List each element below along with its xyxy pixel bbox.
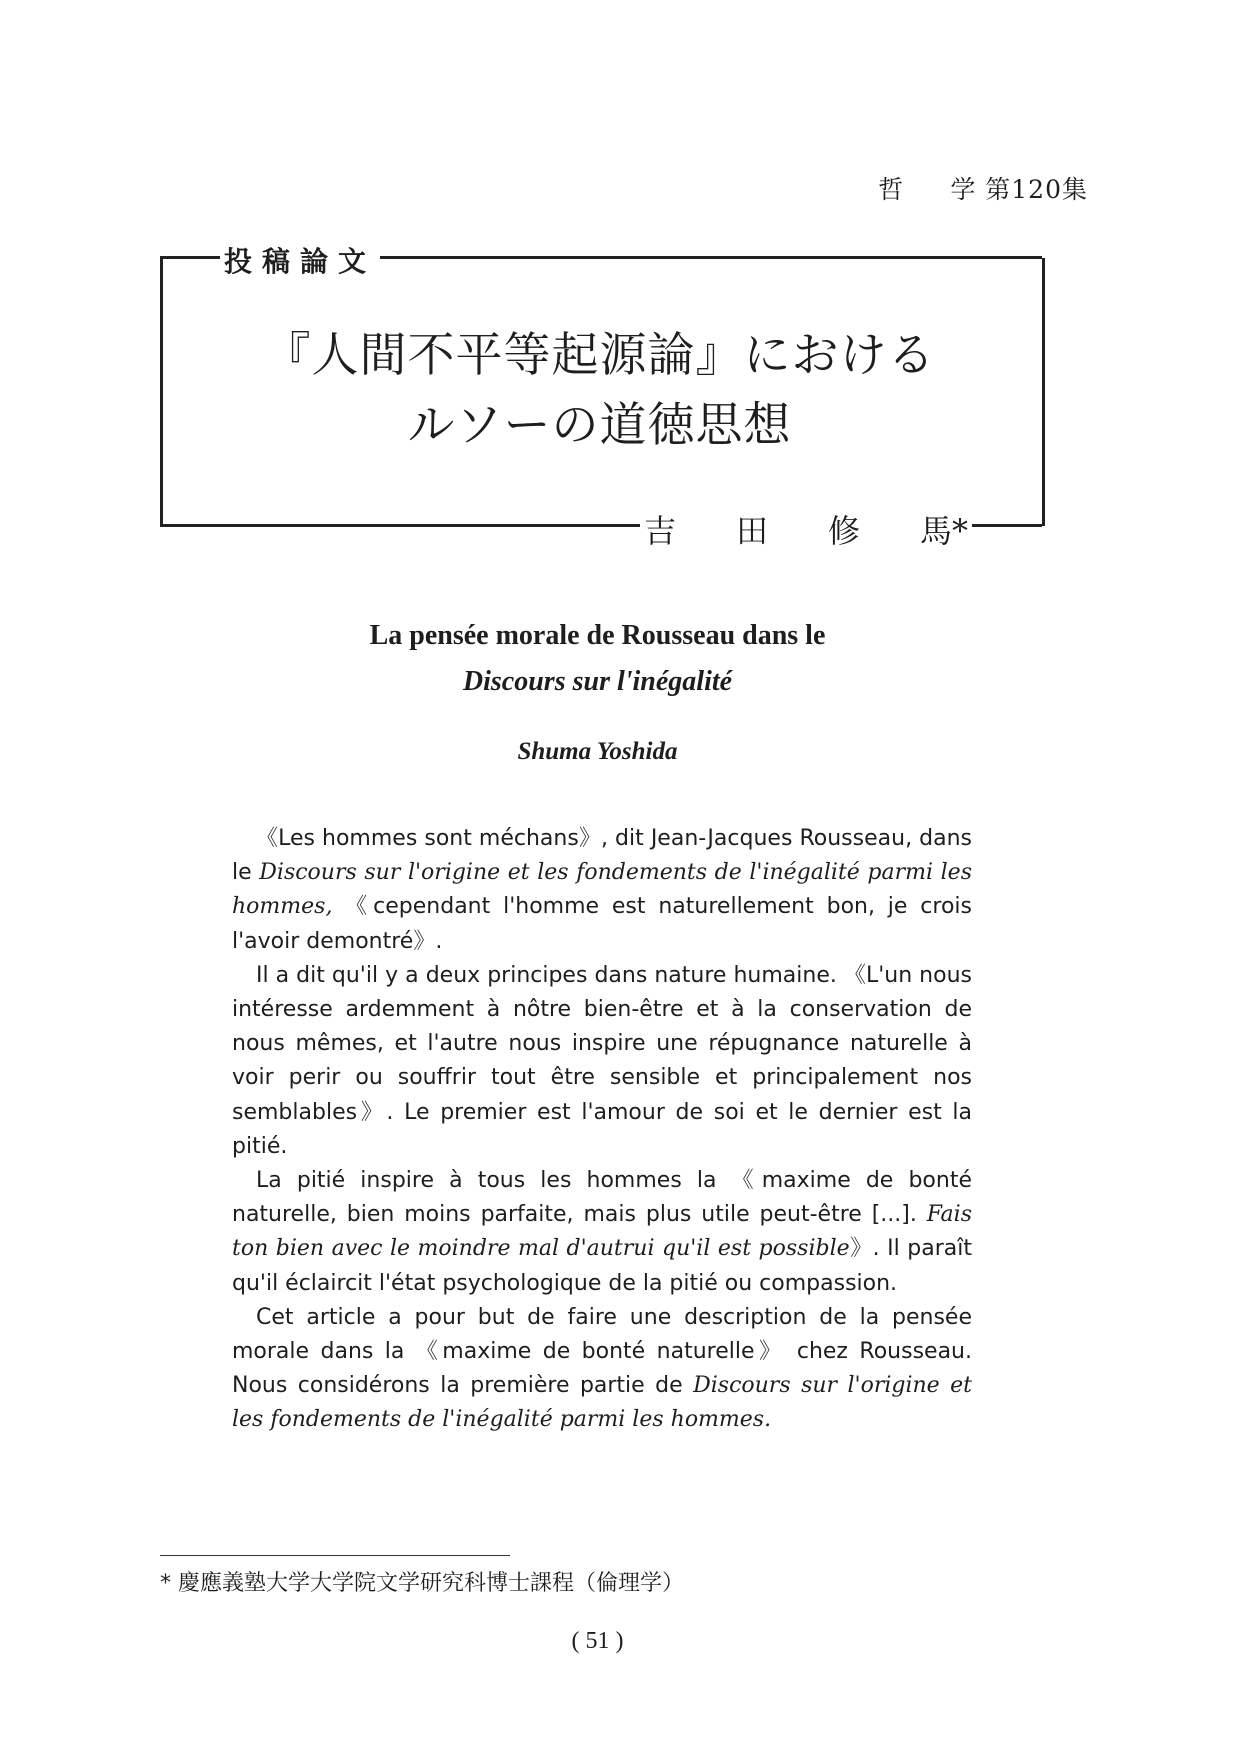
paragraph-1: 《Les hommes sont méchans》, dit Jean-Jacques Rousseau, dans le Discours sur l'origine et les fondements de l'inégalité parmi les hommes, 《cependant l'homme est naturellement bon, je crois l'avoir demontré》. bbox=[232, 826, 972, 954]
footnote-rule bbox=[160, 1555, 510, 1556]
english-author: Shuma Yoshida bbox=[517, 738, 678, 765]
journal-issue: 第120集 bbox=[985, 175, 1088, 204]
japanese-title-line2: ルソーの道徳思想 bbox=[407, 398, 792, 453]
journal-name-part2: 学 bbox=[950, 175, 977, 204]
french-title-line2: Discours sur l'inégalité bbox=[462, 666, 733, 697]
french-title-line1: La pensée morale de Rousseau dans le bbox=[369, 620, 826, 651]
journal-header bbox=[878, 170, 1088, 206]
author-char: 吉 bbox=[644, 512, 677, 550]
journal-name-part1: 哲 bbox=[878, 175, 905, 204]
japanese-author bbox=[640, 506, 972, 552]
paragraph-2: Il a dit qu'il y a deux principes dans nature humaine. 《L'un nous intéresse ardemment à nôtre bien-être et à la conservation de nous mêmes, et l'autre nous inspire une répugnance naturelle à voir perir ou souffrir tout être sensible et principalement nos semblables》. Le premier est l'amour de soi et le dernier est la pitié. bbox=[232, 962, 972, 1159]
japanese-title-line1: 『人間不平等起源論』における bbox=[263, 328, 936, 383]
abstract-body bbox=[232, 822, 972, 1438]
paragraph-4: Cet article a pour but de faire une description de la pensée morale dans la 《maxime de bonté naturelle》 chez Rousseau. Nous considérons la première partie de Discours sur l'origine et les fondements de l'inégalité parmi les hommes. bbox=[232, 1304, 972, 1433]
footnote: * 慶應義塾大学大学院文学研究科博士課程（倫理学） bbox=[160, 1571, 684, 1596]
author-char: 馬* bbox=[920, 512, 969, 550]
paragraph-3: La pitié inspire à tous les hommes la 《maxime de bonté naturelle, bien moins parfaite, mais plus utile peut-être [...]. Fais ton bien avec le moindre mal d'autrui qu'il est possible》. Il paraît qu'il éclaircit l'état psychologique de la pitié ou compassion. bbox=[232, 1168, 972, 1296]
author-char: 修 bbox=[828, 512, 861, 550]
section-label: 投稿論文 bbox=[220, 240, 380, 280]
page-number: ( 51 ) bbox=[571, 1628, 624, 1654]
author-char: 田 bbox=[736, 512, 769, 550]
